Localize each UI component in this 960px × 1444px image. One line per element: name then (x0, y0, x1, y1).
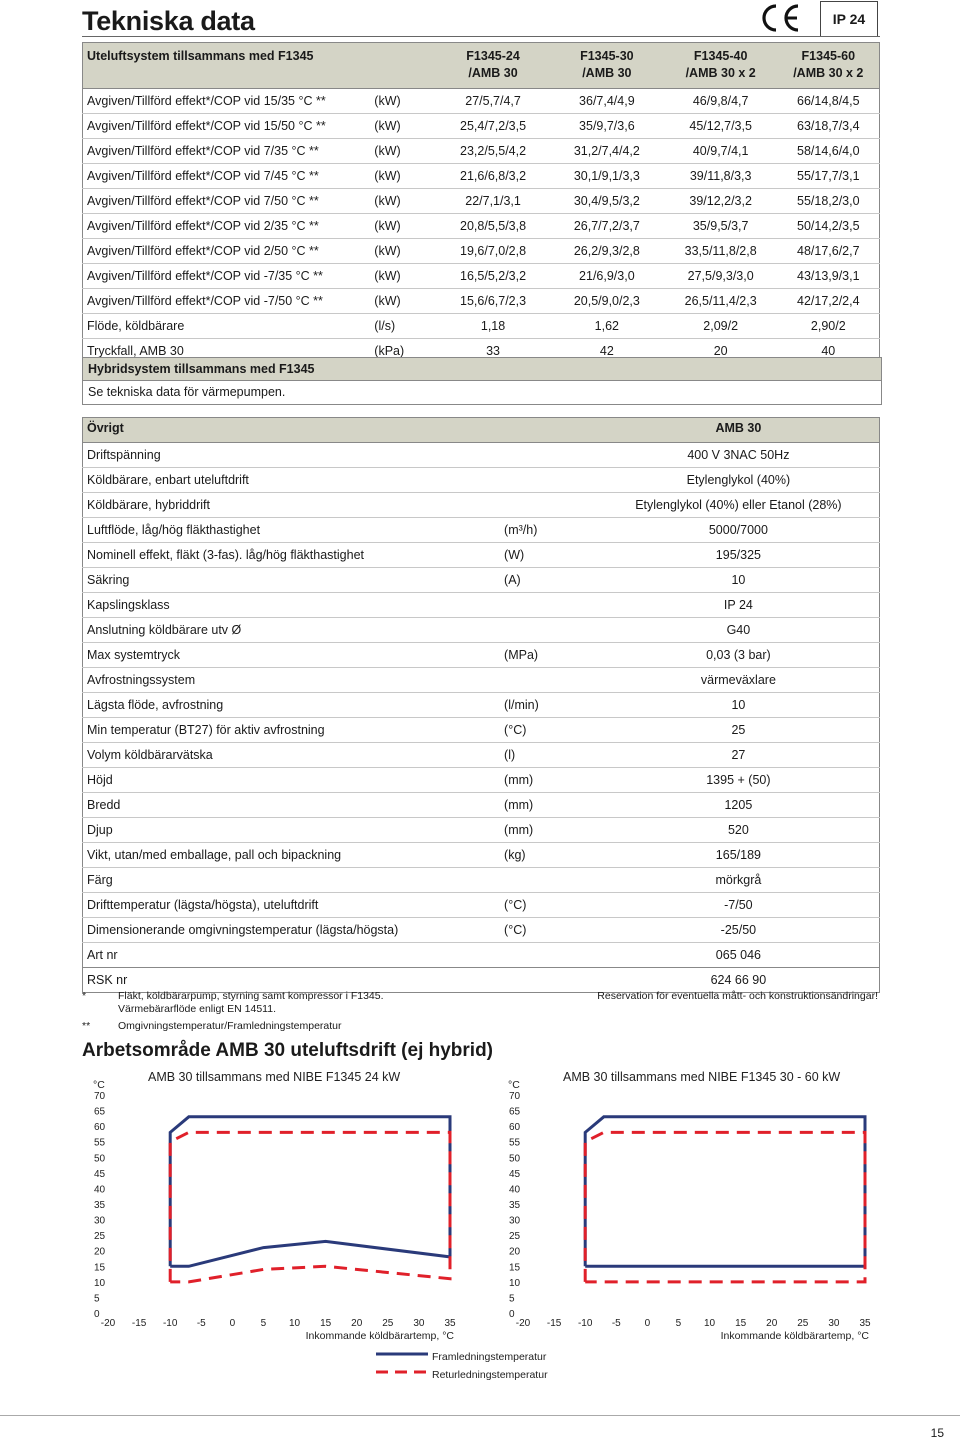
footnote-star-line1: Fläkt, köldbärarpump, styrning samt kompressor i F1345. (118, 990, 384, 1002)
column-header-line1: F1345-60 (801, 49, 856, 63)
table-row (83, 314, 880, 339)
hybrid-header: Hybridsystem tillsammans med F1345 (83, 358, 881, 381)
flow-temperature-line (170, 1117, 450, 1267)
table-row (83, 743, 880, 768)
row-value: 35/9,5/3,7 (664, 214, 778, 239)
row-value: 40/9,7/4,1 (664, 139, 778, 164)
table-row (83, 893, 880, 918)
row-value: 25 (598, 718, 880, 743)
row-unit: (kW) (370, 239, 436, 264)
row-unit: (A) (500, 568, 598, 593)
column-header-line1: F1345-24 (466, 49, 520, 63)
table-row (83, 114, 880, 139)
row-label: Avgiven/Tillförd effekt*/COP vid 7/35 °C ** (83, 139, 371, 164)
row-unit: (l/s) (370, 314, 436, 339)
row-value: 55/18,2/3,0 (778, 189, 880, 214)
row-value: -25/50 (598, 918, 880, 943)
row-value: 2,90/2 (778, 314, 880, 339)
row-value: 27/5,7/4,7 (436, 89, 550, 114)
table-row (83, 214, 880, 239)
row-value: 46/9,8/4,7 (664, 89, 778, 114)
row-value: 20 (713, 344, 728, 358)
air-system-column-header (436, 43, 550, 89)
table-row (83, 818, 880, 843)
x-tick-label: -15 (131, 1318, 147, 1329)
row-label: Nominell effekt, fläkt (3-fas). låg/hög fläkthastighet (83, 543, 501, 568)
row-value: 45/12,7/3,5 (664, 114, 778, 139)
row-unit: (W) (500, 543, 598, 568)
row-unit: (kW) (370, 189, 436, 214)
chart-30-60kw (475, 1065, 895, 1345)
x-tick-label: 20 (351, 1318, 363, 1329)
row-value: 0,03 (3 bar) (598, 643, 880, 668)
row-unit: (m³/h) (500, 518, 598, 543)
table-row (83, 918, 880, 943)
row-unit: (l/min) (500, 693, 598, 718)
row-value: 63/18,7/3,4 (778, 114, 880, 139)
page-number: 15 (930, 1426, 944, 1440)
row-value: 22/7,1/3,1 (436, 189, 550, 214)
y-tick-label: 55 (509, 1137, 521, 1149)
y-axis-label: °C (93, 1079, 105, 1091)
legend-return-label: Returledningstemperatur (432, 1369, 548, 1381)
y-tick-label: 45 (509, 1168, 521, 1180)
row-value: 1205 (598, 793, 880, 818)
row-label: RSK nr (87, 973, 128, 987)
other-header-value: AMB 30 (598, 418, 880, 443)
row-value: 30,1/9,1/3,3 (550, 164, 664, 189)
x-tick-label: -15 (546, 1318, 562, 1329)
row-unit (500, 468, 598, 493)
y-tick-label: 25 (509, 1231, 521, 1243)
row-value: 1,62 (550, 314, 664, 339)
table-row (83, 868, 880, 893)
row-value: 26,2/9,3/2,8 (550, 239, 664, 264)
row-label: Vikt, utan/med emballage, pall och bipackning (83, 843, 501, 868)
row-unit: (kW) (370, 114, 436, 139)
x-tick-label: 10 (703, 1318, 716, 1329)
row-label: Avgiven/Tillförd effekt*/COP vid -7/35 °C ** (83, 264, 371, 289)
y-tick-label: 30 (509, 1215, 521, 1227)
x-tick-label: -10 (577, 1318, 593, 1329)
row-value: 48/17,6/2,7 (778, 239, 880, 264)
row-label: Avgiven/Tillförd effekt*/COP vid 7/50 °C ** (83, 189, 371, 214)
row-label: Flöde, köldbärare (83, 314, 371, 339)
row-value: 58/14,6/4,0 (778, 139, 880, 164)
chart-title: AMB 30 tillsammans med NIBE F1345 30 - 60 kW (563, 1070, 841, 1084)
row-value: -7/50 (598, 893, 880, 918)
ip-rating-badge: IP 24 (820, 1, 878, 37)
table-row (83, 618, 880, 643)
x-axis-label: Inkommande köldbärartemp, °C (720, 1330, 869, 1342)
header-divider (82, 36, 880, 37)
row-value: 520 (598, 818, 880, 843)
table-row (83, 968, 880, 993)
chart-title: AMB 30 tillsammans med NIBE F1345 24 kW (148, 1070, 401, 1084)
row-value: 33 (486, 344, 500, 358)
x-tick-label: 0 (644, 1318, 651, 1329)
x-tick-label: 10 (288, 1318, 301, 1329)
x-axis-label: Inkommande köldbärartemp, °C (305, 1330, 454, 1342)
row-value: 26,7/7,2/3,7 (550, 214, 664, 239)
row-value: 42 (599, 344, 614, 358)
row-label: Tryckfall, AMB 30 (87, 344, 184, 358)
row-label: Bredd (83, 793, 501, 818)
y-tick-label: 5 (94, 1293, 100, 1305)
table-row (83, 543, 880, 568)
row-unit (500, 968, 598, 993)
reservation-note: Reservation för eventuella mått- och konstruktionsändringar! (597, 990, 878, 1002)
air-system-column-header (550, 43, 664, 89)
table-row (83, 668, 880, 693)
y-tick-label: 35 (94, 1200, 106, 1211)
footnote-dstar-mark: ** (82, 1020, 91, 1032)
x-tick-label: 30 (413, 1318, 425, 1329)
table-row (83, 843, 880, 868)
row-unit (500, 493, 598, 518)
row-unit: (kg) (500, 843, 598, 868)
row-label: Drifttemperatur (lägsta/högsta), uteluftdrift (83, 893, 501, 918)
table-row (83, 239, 880, 264)
row-unit (500, 443, 598, 468)
chart-legend (370, 1348, 690, 1388)
row-unit (500, 943, 598, 968)
column-header-line1: F1345-40 (693, 49, 748, 63)
row-unit: (mm) (500, 768, 598, 793)
row-value: 5000/7000 (598, 518, 880, 543)
table-row (83, 793, 880, 818)
row-label: Volym köldbärarvätska (83, 743, 501, 768)
y-tick-label: 55 (94, 1137, 106, 1149)
row-value: Etylenglykol (40%) (598, 468, 880, 493)
row-value: 21/6,9/3,0 (550, 264, 664, 289)
row-value: 19,6/7,0/2,8 (436, 239, 550, 264)
row-label: Avgiven/Tillförd effekt*/COP vid 15/35 °C ** (83, 89, 371, 114)
x-tick-label: -20 (100, 1318, 116, 1329)
row-unit (500, 868, 598, 893)
other-header-label: Övrigt (83, 418, 598, 443)
x-tick-label: 35 (859, 1318, 871, 1329)
row-value: mörkgrå (598, 868, 880, 893)
y-tick-label: 10 (509, 1277, 521, 1289)
row-label: Anslutning köldbärare utv Ø (83, 618, 501, 643)
air-system-column-header (778, 43, 880, 89)
air-system-header-row (83, 43, 880, 89)
chart-24kw (60, 1065, 480, 1345)
y-tick-label: 10 (94, 1277, 106, 1289)
row-value: 20,5/9,0/2,3 (550, 289, 664, 314)
table-row (83, 189, 880, 214)
row-label: Min temperatur (BT27) för aktiv avfrostning (83, 718, 501, 743)
table-row (83, 568, 880, 593)
table-row (83, 943, 880, 968)
table-row (83, 593, 880, 618)
table-row (83, 468, 880, 493)
y-tick-label: 40 (94, 1184, 106, 1196)
row-value: Etylenglykol (40%) eller Etanol (28%) (598, 493, 880, 518)
footnote-star-text (118, 990, 384, 1016)
y-tick-label: 45 (94, 1168, 106, 1180)
row-value: 15,6/6,7/2,3 (436, 289, 550, 314)
row-label: Höjd (83, 768, 501, 793)
column-header-line1: F1345-30 (580, 49, 634, 63)
row-label: Avgiven/Tillförd effekt*/COP vid 7/45 °C ** (83, 164, 371, 189)
row-unit: (kW) (370, 289, 436, 314)
page-title: Tekniska data (82, 6, 255, 36)
footer-divider (0, 1415, 960, 1416)
row-value: 43/13,9/3,1 (778, 264, 880, 289)
row-value: 55/17,7/3,1 (778, 164, 880, 189)
row-value: 42/17,2/2,4 (778, 289, 880, 314)
row-label: Art nr (83, 943, 501, 968)
y-tick-label: 0 (94, 1309, 100, 1320)
x-tick-label: 20 (766, 1318, 778, 1329)
y-tick-label: 50 (94, 1153, 106, 1165)
y-tick-label: 65 (94, 1106, 106, 1118)
row-value: 10 (598, 568, 880, 593)
row-label: Säkring (83, 568, 501, 593)
x-tick-label: -5 (611, 1318, 621, 1329)
x-tick-label: 35 (444, 1318, 456, 1329)
y-tick-label: 20 (94, 1246, 106, 1258)
y-tick-label: 30 (94, 1215, 106, 1227)
y-tick-label: 5 (509, 1293, 515, 1305)
table-row (83, 493, 880, 518)
row-value: 39/12,2/3,2 (664, 189, 778, 214)
row-value: värmeväxlare (598, 668, 880, 693)
y-tick-label: 35 (509, 1200, 521, 1211)
row-label: Luftflöde, låg/hög fläkthastighet (83, 518, 501, 543)
row-value: 50/14,2/3,5 (778, 214, 880, 239)
row-unit: (kPa) (374, 344, 405, 358)
y-tick-label: 20 (509, 1246, 521, 1258)
row-value: 2,09/2 (664, 314, 778, 339)
y-tick-label: 15 (94, 1262, 106, 1274)
air-system-table (82, 42, 880, 364)
section-title-operating-range: Arbetsområde AMB 30 uteluftsdrift (ej hybrid) (82, 1040, 494, 1061)
y-tick-label: 25 (94, 1231, 106, 1243)
return-temperature-line (585, 1132, 865, 1282)
row-label: Dimensionerande omgivningstemperatur (lägsta/högsta) (83, 918, 501, 943)
row-value: G40 (598, 618, 880, 643)
column-header-line2: /AMB 30 (468, 66, 518, 80)
table-row (83, 768, 880, 793)
row-unit: (°C) (500, 918, 598, 943)
row-label: Kapslingsklass (83, 593, 501, 618)
row-value: 31,2/7,4/4,2 (550, 139, 664, 164)
row-value: 1395 + (50) (598, 768, 880, 793)
air-system-column-header (664, 43, 778, 89)
row-unit: (l) (500, 743, 598, 768)
row-label: Avgiven/Tillförd effekt*/COP vid -7/50 °C ** (83, 289, 371, 314)
table-row (83, 139, 880, 164)
row-value: 165/189 (598, 843, 880, 868)
row-unit: (kW) (370, 264, 436, 289)
y-tick-label: 0 (509, 1309, 515, 1320)
x-tick-label: 5 (675, 1318, 682, 1329)
y-tick-label: 70 (94, 1091, 106, 1102)
row-label: Lägsta flöde, avfrostning (83, 693, 501, 718)
row-value: 35/9,7/3,6 (550, 114, 664, 139)
row-unit: (mm) (500, 818, 598, 843)
y-tick-label: 60 (94, 1122, 106, 1134)
row-unit: (kW) (370, 164, 436, 189)
table-row (83, 443, 880, 468)
row-unit: (kW) (370, 89, 436, 114)
row-value: 30,4/9,5/3,2 (550, 189, 664, 214)
table-row (83, 718, 880, 743)
x-tick-label: 15 (320, 1318, 332, 1329)
footnote-star-mark: * (82, 990, 87, 1002)
row-label: Avgiven/Tillförd effekt*/COP vid 15/50 °C ** (83, 114, 371, 139)
row-value: 400 V 3NAC 50Hz (598, 443, 880, 468)
x-tick-label: 5 (260, 1318, 267, 1329)
ce-mark-icon (758, 3, 802, 33)
flow-temperature-line (585, 1117, 865, 1267)
table-row (83, 693, 880, 718)
row-value: 27 (598, 743, 880, 768)
x-tick-label: 25 (382, 1318, 394, 1329)
column-header-line2: /AMB 30 x 2 (685, 66, 756, 80)
row-unit: (kW) (370, 139, 436, 164)
row-value: 26,5/11,4/2,3 (664, 289, 778, 314)
hybrid-section (82, 357, 882, 405)
row-label: Djup (83, 818, 501, 843)
row-value: 66/14,8/4,5 (778, 89, 880, 114)
air-system-header-label: Uteluftsystem tillsammans med F1345 (83, 43, 437, 89)
x-tick-label: -10 (162, 1318, 178, 1329)
hybrid-body: Se tekniska data för värmepumpen. (88, 385, 286, 399)
row-value: 16,5/5,2/3,2 (436, 264, 550, 289)
row-value: 10 (598, 693, 880, 718)
table-row (83, 289, 880, 314)
x-tick-label: 30 (828, 1318, 840, 1329)
row-unit: (mm) (500, 793, 598, 818)
row-value: 27,5/9,3/3,0 (664, 264, 778, 289)
row-unit (500, 618, 598, 643)
row-unit: (°C) (500, 893, 598, 918)
row-value: 36/7,4/4,9 (550, 89, 664, 114)
y-tick-label: 60 (509, 1122, 521, 1134)
y-tick-label: 50 (509, 1153, 521, 1165)
footnote-divider (82, 967, 880, 968)
legend-flow-label: Framledningstemperatur (432, 1351, 547, 1363)
row-value: 624 66 90 (710, 973, 767, 987)
row-unit: (°C) (500, 718, 598, 743)
other-specs-table (82, 417, 880, 993)
row-label: Driftspänning (83, 443, 501, 468)
row-unit: (MPa) (500, 643, 598, 668)
x-tick-label: -20 (515, 1318, 531, 1329)
x-tick-label: -5 (196, 1318, 206, 1329)
row-value: 1,18 (436, 314, 550, 339)
table-row (83, 264, 880, 289)
row-value: 23,2/5,5/4,2 (436, 139, 550, 164)
row-value: 20,8/5,5/3,8 (436, 214, 550, 239)
row-value: 39/11,8/3,3 (664, 164, 778, 189)
footnote-dstar-text: Omgivningstemperatur/Framledningstemperatur (118, 1020, 342, 1032)
row-value: 33,5/11,8/2,8 (664, 239, 778, 264)
row-label: Avgiven/Tillförd effekt*/COP vid 2/50 °C ** (83, 239, 371, 264)
column-header-line2: /AMB 30 x 2 (793, 66, 864, 80)
row-label: Avgiven/Tillförd effekt*/COP vid 2/35 °C ** (83, 214, 371, 239)
row-value: 25,4/7,2/3,5 (436, 114, 550, 139)
x-tick-label: 25 (797, 1318, 809, 1329)
table-row (83, 518, 880, 543)
x-tick-label: 15 (735, 1318, 747, 1329)
other-header-row (83, 418, 880, 443)
column-header-line2: /AMB 30 (582, 66, 632, 80)
x-tick-label: 0 (229, 1318, 236, 1329)
y-tick-label: 70 (509, 1091, 521, 1102)
row-value: 065 046 (598, 943, 880, 968)
row-value: 40 (821, 344, 836, 358)
table-row (83, 643, 880, 668)
row-unit: (kW) (370, 214, 436, 239)
y-tick-label: 15 (509, 1262, 521, 1274)
row-label: Färg (83, 868, 501, 893)
row-unit (500, 593, 598, 618)
row-value: 21,6/6,8/3,2 (436, 164, 550, 189)
y-tick-label: 65 (509, 1106, 521, 1118)
row-label: Max systemtryck (83, 643, 501, 668)
table-row (83, 164, 880, 189)
row-label: Avfrostningssystem (83, 668, 501, 693)
row-label: Köldbärare, enbart uteluftdrift (83, 468, 501, 493)
footnote-star-line2: Värmebärarflöde enligt EN 14511. (118, 1003, 276, 1015)
row-value: IP 24 (598, 593, 880, 618)
y-tick-label: 40 (509, 1184, 521, 1196)
row-unit (500, 668, 598, 693)
table-row (83, 89, 880, 114)
row-label: Köldbärare, hybriddrift (83, 493, 501, 518)
y-axis-label: °C (508, 1079, 520, 1091)
row-value: 195/325 (598, 543, 880, 568)
